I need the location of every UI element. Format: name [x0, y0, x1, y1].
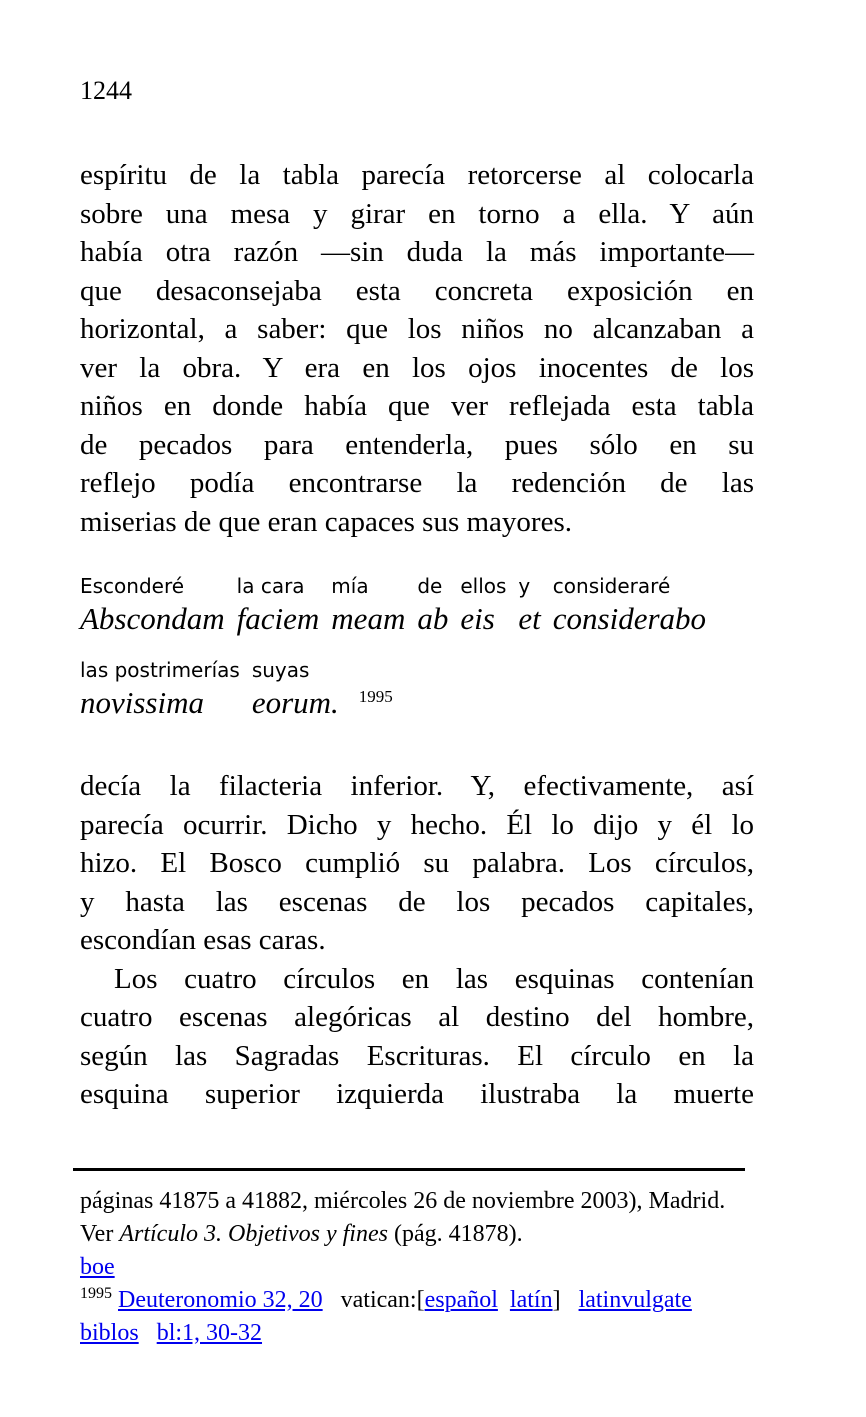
text-line: había otra razón —sin duda la más importante— [80, 236, 754, 268]
footnote-link[interactable]: latín [509, 1286, 553, 1313]
text-line: espíritu de la tabla parecía retorcerse al colocarla [80, 159, 754, 191]
paragraph [80, 960, 754, 1114]
gloss-word: de [417, 574, 443, 598]
latin-word: novissima [80, 685, 204, 720]
interlinear-row [80, 657, 754, 721]
footnote-link[interactable]: latinvulgate [578, 1286, 692, 1313]
interlinear-pair [80, 657, 240, 721]
interlinear-quote [80, 573, 754, 721]
interlinear-pair [460, 573, 506, 637]
footnote-line [80, 1185, 754, 1218]
text-line: y hasta las escenas de los pecados capitales, [80, 885, 754, 918]
footnote-text [498, 1287, 510, 1313]
text-line: decía la filacteria inferior. Y, efectivamente, así [80, 770, 754, 802]
footnote-text: Ver [80, 1220, 120, 1247]
footnote-text: vatican:[ [322, 1286, 425, 1313]
gloss-word: mía [331, 574, 369, 598]
footnote-lines [80, 1185, 754, 1350]
gloss-word: ellos [460, 574, 507, 598]
latin-word: faciem [236, 601, 320, 636]
footnote-rule [73, 1168, 745, 1171]
gloss-word: consideraré [552, 574, 671, 598]
footnote-ref: 1995 [80, 1284, 112, 1302]
interlinear-pair [237, 573, 320, 637]
latin-word: meam [331, 601, 406, 636]
footnote-line [80, 1251, 754, 1284]
gloss-word: la cara [236, 574, 305, 598]
footnote-ref: 1995 [358, 687, 393, 706]
latin-word: eis [460, 601, 495, 636]
gloss-word: suyas [251, 658, 310, 682]
text-line: miserias de que eran capaces sus mayores. [80, 505, 572, 538]
text-line: hizo. El Bosco cumplió su palabra. Los círculos, [80, 847, 754, 879]
paragraph [80, 156, 754, 541]
text-line: niños en donde había que ver reflejada esta tabla [80, 390, 754, 422]
interlinear-pair [252, 657, 339, 721]
gloss-word: y [518, 574, 531, 598]
interlinear-pair [518, 573, 540, 637]
interlinear-row [80, 573, 754, 637]
footnote-link[interactable]: bl:1, 30-32 [156, 1319, 263, 1346]
footnote-line [80, 1317, 754, 1350]
latin-word: Abscondam [80, 601, 225, 636]
latin-word: ab [417, 601, 449, 636]
interlinear-pair [80, 573, 225, 637]
footnote-link[interactable]: español [424, 1286, 498, 1313]
text-line: de pecados para entenderla, pues sólo en su [80, 428, 754, 461]
latin-word: et [518, 601, 541, 636]
text-line: ver la obra. Y era en los ojos inocentes de los [80, 351, 754, 384]
footnote-text: páginas 41875 a 41882, miércoles 26 de noviembre 2003), Madrid. [80, 1187, 726, 1214]
footnote-link[interactable]: boe [80, 1253, 115, 1280]
latin-word: eorum. [251, 685, 339, 720]
footnote-text: ] [552, 1286, 579, 1313]
footnotes-section [80, 1168, 754, 1350]
text-line: que desaconsejaba esta concreta exposición en [80, 274, 754, 307]
text-line: parecía ocurrir. Dicho y hecho. Él lo dijo y él lo [80, 808, 754, 841]
gloss-word: las postrimerías [80, 658, 240, 682]
interlinear-pair [417, 573, 448, 637]
footnote-text: (pág. 41878). [387, 1220, 523, 1247]
paragraph [80, 767, 754, 960]
body-text [80, 156, 754, 1114]
text-line: según las Sagradas Escrituras. El círculo en la [80, 1039, 754, 1072]
text-line: escondían esas caras. [80, 924, 326, 956]
text-line: sobre una mesa y girar en torno a ella. Y aún [80, 197, 754, 230]
footnote-text [139, 1320, 157, 1346]
footnote-link[interactable]: biblos [80, 1319, 139, 1346]
footnote-line [80, 1284, 754, 1317]
text-line: Los cuatro círculos en las esquinas contenían [114, 962, 754, 995]
text-line: reflejo podía encontrarse la redención de las [80, 467, 754, 499]
interlinear-pair [331, 573, 405, 637]
page-number: 1244 [80, 76, 132, 105]
footnote-link[interactable]: Deuteronomio 32, 20 [118, 1286, 323, 1313]
latin-word: considerabo [552, 601, 707, 636]
text-line: esquina superior izquierda ilustraba la muerte [80, 1078, 754, 1110]
text-line: horizontal, a saber: que los niños no alcanzaban a [80, 313, 754, 345]
footnote-line [80, 1218, 754, 1251]
footnote-italic-text: Artículo 3. Objetivos y fines [119, 1220, 388, 1247]
text-line: cuatro escenas alegóricas al destino del hombre, [80, 1001, 754, 1033]
interlinear-pair [553, 573, 706, 637]
gloss-word: Esconderé [80, 574, 185, 598]
